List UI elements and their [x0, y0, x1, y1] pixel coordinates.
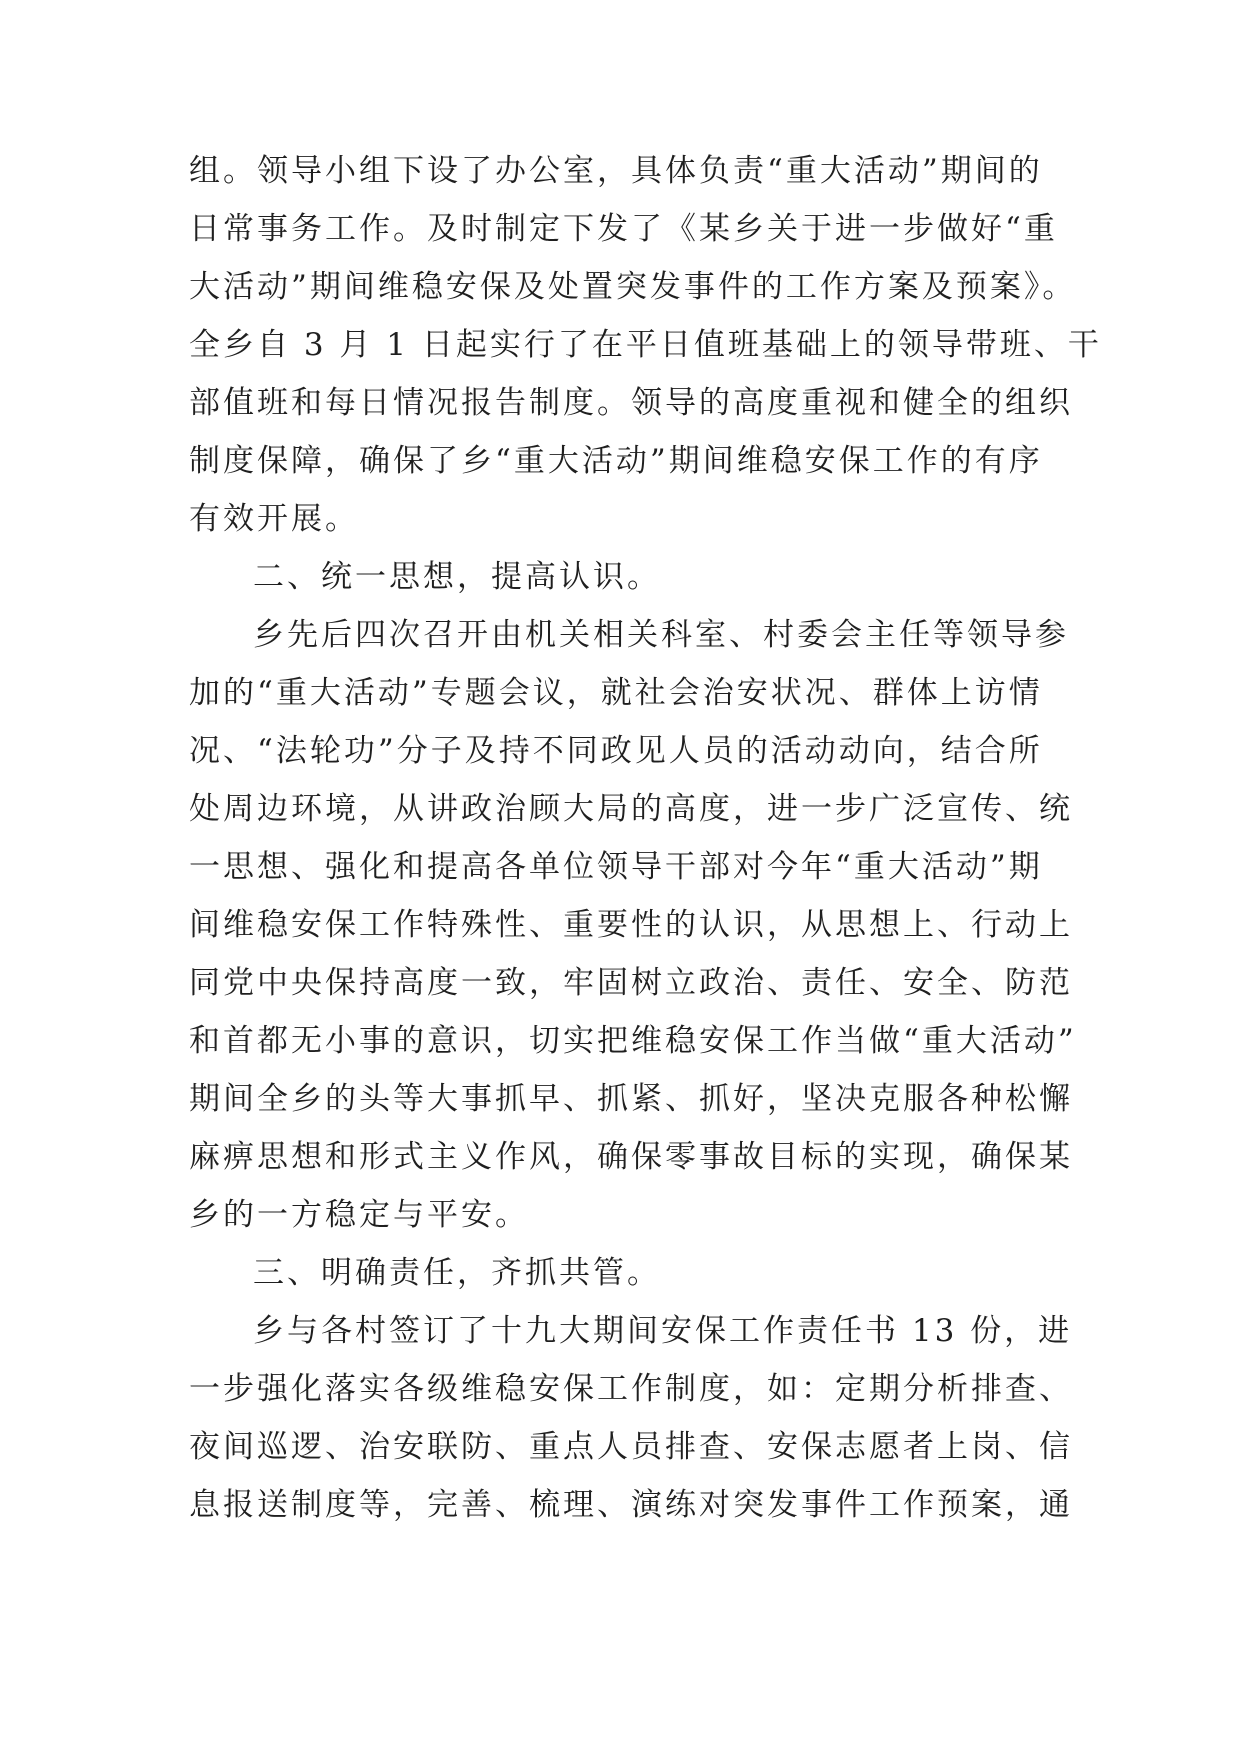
- text-line: 组。领导小组下设了办公室，具体负责“重大活动”期间的: [189, 153, 1043, 189]
- text-line: 有效开展。: [189, 501, 359, 537]
- text-line: 部值班和每日情况报告制度。领导的高度重视和健全的组织: [189, 385, 1073, 421]
- text-line: 一步强化落实各级维稳安保工作制度，如：定期分析排查、: [189, 1371, 1073, 1407]
- text-line: 加的“重大活动”专题会议，就社会治安状况、群体上访情: [189, 675, 1043, 711]
- text-line: 期间全乡的头等大事抓早、抓紧、抓好，坚决克服各种松懈: [189, 1081, 1073, 1117]
- text-line: 制度保障，确保了乡“重大活动”期间维稳安保工作的有序: [189, 443, 1043, 479]
- text-line: 处周边环境，从讲政治顾大局的高度，进一步广泛宣传、统: [189, 791, 1073, 827]
- section-heading: 三、明确责任，齐抓共管。: [253, 1255, 661, 1291]
- text-line: 全乡自 3 月 1 日起实行了在平日值班基础上的领导带班、干: [189, 327, 1102, 363]
- text-line: 息报送制度等，完善、梳理、演练对突发事件工作预案，通: [189, 1487, 1073, 1523]
- text-line: 夜间巡逻、治安联防、重点人员排查、安保志愿者上岗、信: [189, 1429, 1073, 1465]
- text-line: 大活动”期间维稳安保及处置突发事件的工作方案及预案》。: [189, 269, 1077, 305]
- text-line: 和首都无小事的意识，切实把维稳安保工作当做“重大活动”: [189, 1023, 1077, 1059]
- text-line: 乡的一方稳定与平安。: [189, 1197, 529, 1233]
- text-line: 间维稳安保工作特殊性、重要性的认识，从思想上、行动上: [189, 907, 1073, 943]
- text-line: 同党中央保持高度一致，牢固树立政治、责任、安全、防范: [189, 965, 1073, 1001]
- text-line: 况、“法轮功”分子及持不同政见人员的活动动向，结合所: [189, 733, 1043, 769]
- text-line: 一思想、强化和提高各单位领导干部对今年“重大活动”期: [189, 849, 1043, 885]
- text-line: 日常事务工作。及时制定下发了《某乡关于进一步做好“重: [189, 211, 1058, 247]
- section-heading: 二、统一思想，提高认识。: [253, 559, 661, 595]
- text-line: 乡与各村签订了十九大期间安保工作责任书 13 份，进: [253, 1313, 1073, 1349]
- text-line: 乡先后四次召开由机关相关科室、村委会主任等领导参: [253, 617, 1069, 653]
- text-line: 麻痹思想和形式主义作风，确保零事故目标的实现，确保某: [189, 1139, 1073, 1175]
- document-body: [189, 142, 1102, 1534]
